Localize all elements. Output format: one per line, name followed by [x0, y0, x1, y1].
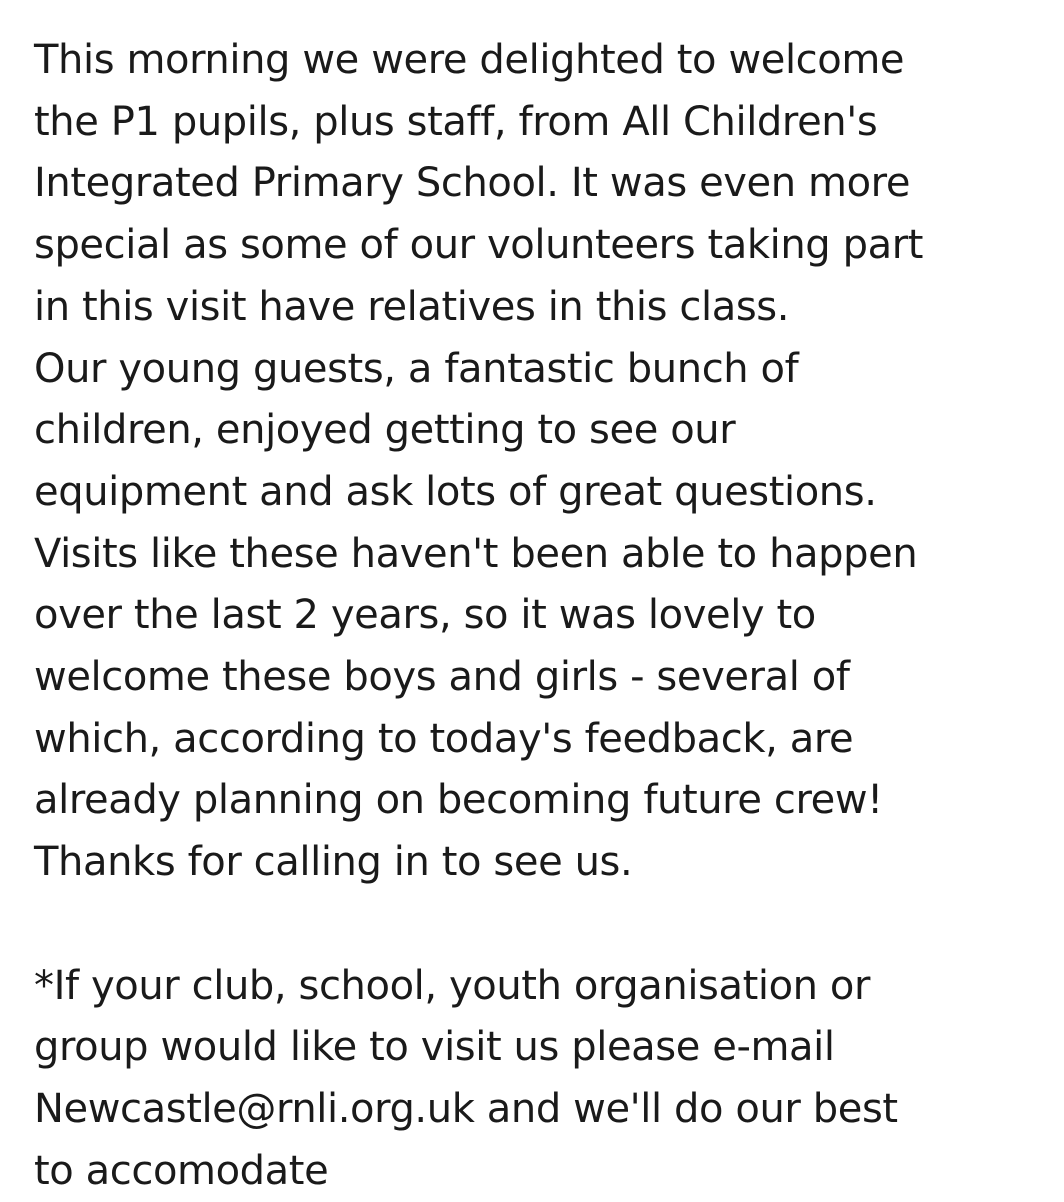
text-line: Visits like these haven't been able to happen: [34, 530, 918, 577]
post-body-text: [34, 30, 1044, 1202]
text-line: which, according to today's feedback, are: [34, 715, 854, 762]
email-text-line: Newcastle@rnli.org.uk and we'll do our best: [34, 1085, 898, 1132]
paragraph-spacer: [34, 894, 1044, 956]
text-line: in this visit have relatives in this class.: [34, 283, 790, 330]
text-line: special as some of our volunteers taking part: [34, 222, 924, 269]
text-line: Our young guests, a fantastic bunch of: [34, 345, 799, 392]
text-line: already planning on becoming future crew!: [34, 777, 883, 824]
text-line: *If your club, school, youth organisation or: [34, 962, 871, 1009]
text-line: Thanks for calling in to see us.: [34, 839, 633, 886]
text-line: group would like to visit us please e-mail: [34, 1024, 835, 1071]
text-line: children, enjoyed getting to see our: [34, 407, 736, 454]
text-line: This morning we were delighted to welcome: [34, 37, 905, 83]
text-line: over the last 2 years, so it was lovely to: [34, 592, 816, 639]
text-line: Integrated Primary School. It was even more: [34, 160, 911, 207]
paragraph-main: [34, 30, 1044, 894]
text-line: equipment and ask lots of great questions.: [34, 468, 877, 515]
text-line: the P1 pupils, plus staff, from All Children's: [34, 98, 878, 145]
paragraph-contact-note: [34, 956, 1044, 1202]
text-line: to accomodate: [34, 1147, 329, 1194]
text-line: welcome these boys and girls - several of: [34, 654, 850, 701]
